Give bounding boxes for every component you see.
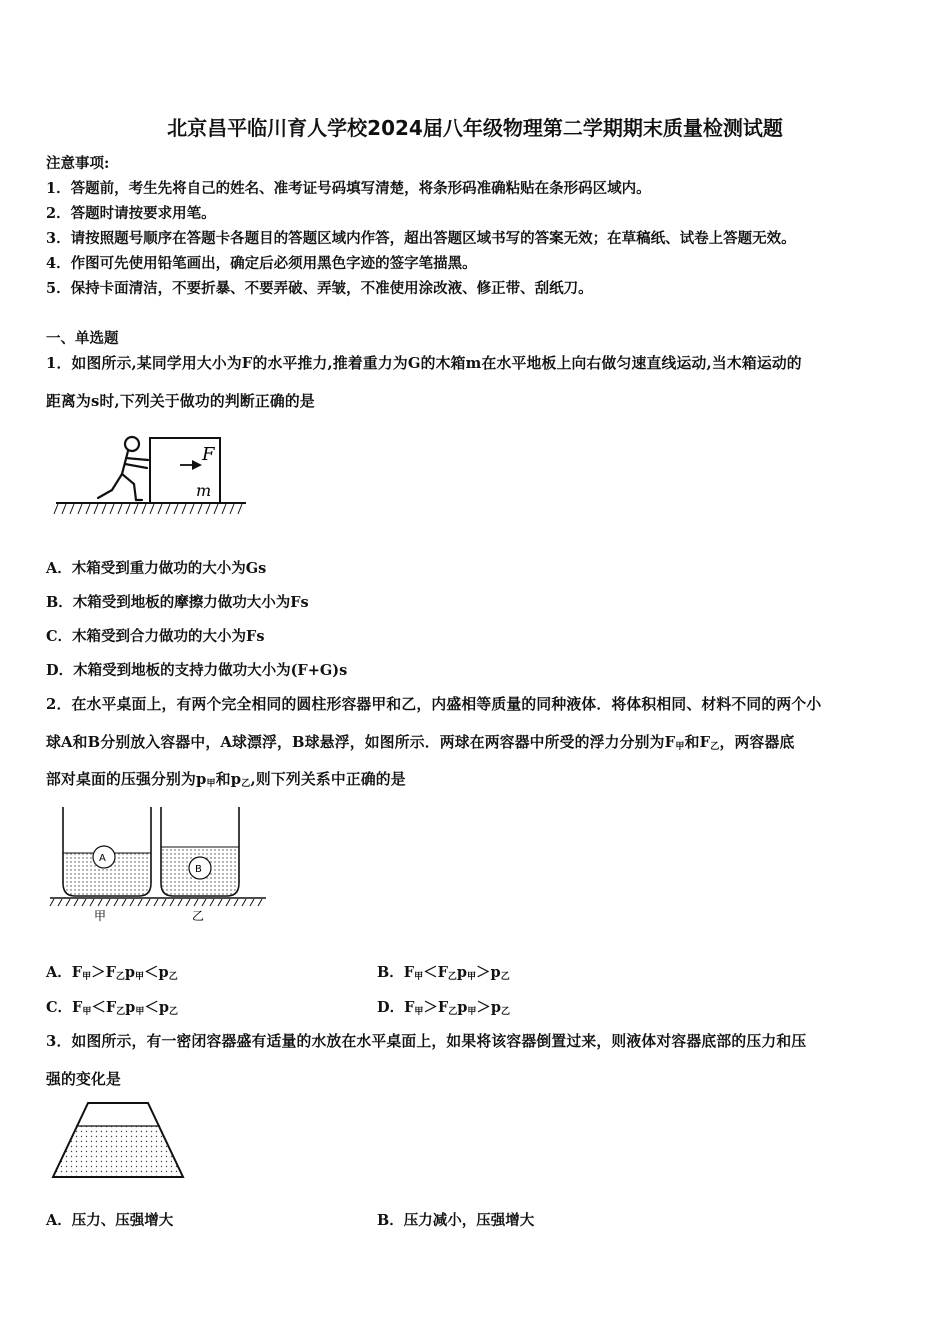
- q3-figure: [50, 1100, 190, 1182]
- svg-text:A: A: [99, 853, 106, 864]
- notice-item: 1．答题前，考生先将自己的姓名、准考证号码填写清楚，将条形码准确粘贴在条形码区域内。: [46, 180, 651, 197]
- q1-figure: [52, 430, 252, 520]
- person-icon: [98, 437, 148, 500]
- label-jia: 甲: [94, 909, 107, 923]
- q2-option-b[interactable]: B．$F_甲<F_乙p_甲>p_乙$: [377, 964, 510, 982]
- page-title: 北京昌平临川育人学校2024届八年级物理第二学期期末质量检测试题: [167, 116, 783, 140]
- q1-option-c[interactable]: C．木箱受到合力做功的大小为Fs: [46, 628, 265, 645]
- q3-stem-line1: 3．如图所示，有一密闭容器盛有适量的水放在水平桌面上，如果将该容器倒置过来，则液体对容器底部的压力和压: [46, 1033, 807, 1050]
- q2-stem-line1: 2．在水平桌面上，有两个完全相同的圆柱形容器甲和乙，内盛相等质量的同种液体．将体积相同、材料不同的两个小: [46, 696, 822, 713]
- svg-text:B: B: [195, 864, 202, 875]
- mass-label: m: [196, 481, 212, 500]
- q1-stem-line2: 距离为s时,下列关于做功的判断正确的是: [46, 393, 315, 410]
- q1-option-a[interactable]: A．木箱受到重力做功的大小为Gs: [46, 560, 267, 577]
- notice-item: 4．作图可先使用铅笔画出，确定后必须用黑色字迹的签字笔描黑。: [46, 255, 477, 272]
- q2-option-a[interactable]: A．$F_甲>F_乙p_甲<p_乙$: [46, 964, 178, 982]
- q2-figure: [46, 805, 271, 925]
- label-yi: 乙: [192, 909, 205, 923]
- section-heading: 一、单选题: [46, 330, 119, 347]
- q2-option-c[interactable]: C．$F_甲<F_乙p_甲<p_乙$: [46, 999, 178, 1017]
- force-label: F: [202, 444, 215, 465]
- q2-stem-line2: 球A和B分别放入容器中，A球漂浮，B球悬浮，如图所示．两球在两容器中所受的浮力分别为$F_甲$和$F_乙$，两容器底: [46, 734, 795, 752]
- q3-option-a[interactable]: A．压力、压强增大: [46, 1212, 174, 1229]
- notice-item: 2．答题时请按要求用笔。: [46, 205, 216, 222]
- q3-option-b[interactable]: B．压力减小，压强增大: [377, 1212, 535, 1229]
- q2-stem-line3: 部对桌面的压强分别为$p_甲$和$p_乙$,则下列关系中正确的是: [46, 771, 406, 789]
- q1-stem-line1: 1．如图所示,某同学用大小为F的水平推力,推着重力为G的木箱m在水平地板上向右做匀速直线运动,当木箱运动的: [46, 355, 802, 372]
- notice-item: 3．请按照题号顺序在答题卡各题目的答题区域内作答，超出答题区域书写的答案无效；在草稿纸、试卷上答题无效。: [46, 230, 796, 247]
- q1-option-b[interactable]: B．木箱受到地板的摩擦力做功大小为Fs: [46, 594, 309, 611]
- q3-stem-line2: 强的变化是: [46, 1071, 121, 1088]
- notice-item: 5．保持卡面清洁，不要折暴、不要弄破、弄皱，不准使用涂改液、修正带、刮纸刀。: [46, 280, 593, 297]
- notice-heading: 注意事项:: [46, 155, 110, 172]
- q1-option-d[interactable]: D．木箱受到地板的支持力做功大小为(F+G)s: [46, 662, 348, 679]
- q2-option-d[interactable]: D．$F_甲>F_乙p_甲>p_乙$: [377, 999, 511, 1017]
